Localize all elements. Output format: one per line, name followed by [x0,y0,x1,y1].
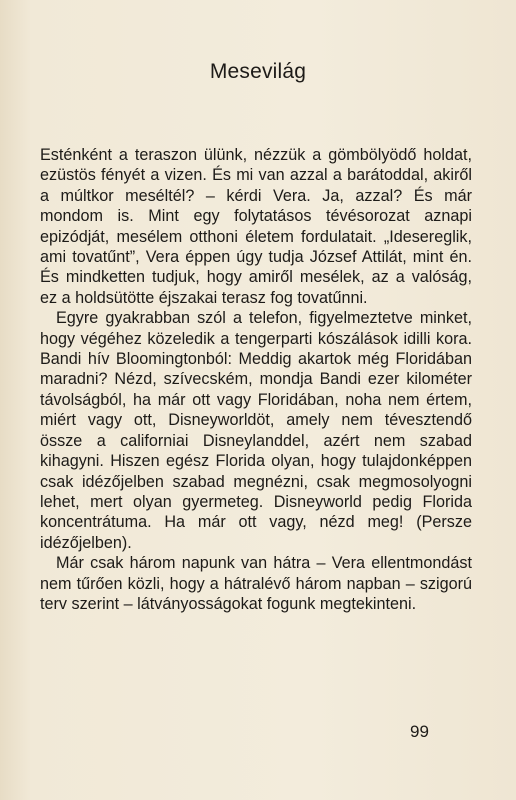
paragraph-2: Egyre gyakrabban szól a telefon, figyelmeztetve minket, hogy végéhez közeledik a tengerparti kószálások idilli kora. Bandi hív Bloomingtonból: Meddig akartok még Floridában maradni? Nézd, szívecském, mondja Bandi ezer kilométer távolságból, ha már ott vagy Floridában, noha nem értem, miért vagy ott, Disneyworldöt, amely nem tévesztendő össze a californiai Disneylanddel, azért nem szabad kihagyni. Hiszen egész Florida olyan, hogy tulajdonképpen csak idézőjelben szabad megnézni, csak megmosolyogni lehet, mert olyan gyermeteg. Disneyworld pedig Florida koncentrátuma. Ha már ott vagy, nézd meg! (Persze idézőjelben). [40,309,472,552]
body-text [40,145,472,614]
chapter-title: Mesevilág [209,60,307,83]
paragraph-1: Esténként a teraszon ülünk, nézzük a gömbölyödő holdat, ezüstös fényét a vizen. És mi van azzal a barátoddal, akiről a múltkor meséltél? – kérdi Vera. Ja, azzal? És már mondom is. Mint egy folytatásos tévésorozat aznapi epizódját, mesélem otthoni életem fordulatait. „Idesereglik, ami tovatűnt”, Vera éppen úgy tudja József Attilát, mint én. És mindketten tudjuk, hogy amiről mesélek, az a valóság, ez a holdsütötte éjszakai terasz fog tovatűnni. [40,146,472,307]
paragraph-3: Már csak három napunk van hátra – Vera ellentmondást nem tűrően közli, hogy a hátralévő három napban – szigorú terv szerint – látványosságokat fogunk megtekinteni. [40,554,472,613]
page-number: 99 [410,722,429,741]
